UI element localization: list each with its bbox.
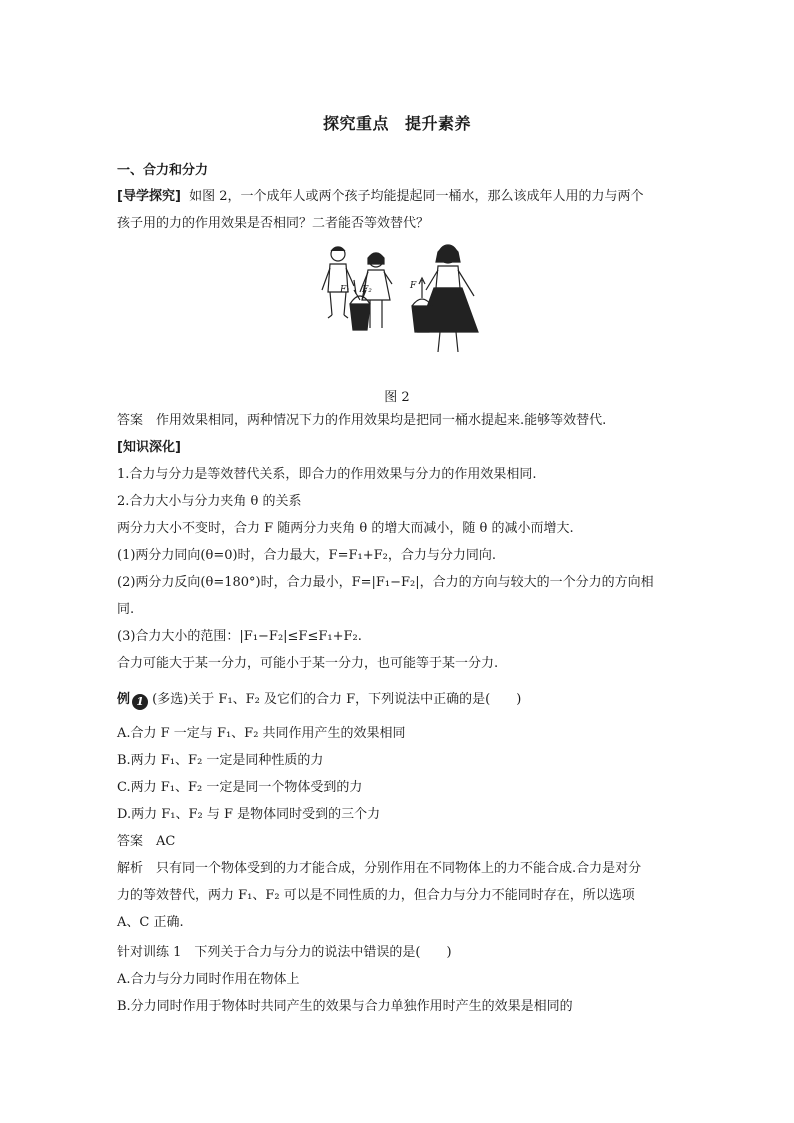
- page-title: [0, 111, 794, 134]
- label-f2: F₂: [362, 285, 372, 295]
- guide-text1: 如图 2，一个成年人或两个孩子均能提起同一桶水，那么该成年人用的力与两个: [189, 189, 644, 204]
- example-1-option-b: B.两力 F₁、F₂ 一定是同种性质的力: [117, 753, 324, 768]
- knowledge-item2-note: 合力可能大于某一分力，可能小于某一分力，也可能等于某一分力.: [117, 656, 499, 671]
- knowledge-item2-p2b: 同.: [117, 602, 135, 617]
- answer-1: 答案 作用效果相同，两种情况下力的作用效果均是把同一桶水提起来.能够等效替代.: [117, 413, 607, 428]
- example-1-option-d: D.两力 F₁、F₂ 与 F 是物体同时受到的三个力: [117, 807, 381, 822]
- example-1-analysis-line2: 力的等效替代，两力 F₁、F₂ 可以是不同性质的力，但合力与分力不能同时存在，所以选项: [117, 888, 635, 903]
- knowledge-item2-p1: (1)两分力同向(θ=0)时，合力最大，F=F₁+F₂，合力与分力同向.: [117, 548, 496, 563]
- knowledge-item1: 1.合力与分力是等效替代关系，即合力的作用效果与分力的作用效果相同.: [117, 467, 537, 482]
- example-number-badge: 1: [132, 694, 148, 710]
- title-part2: 提升素养: [405, 114, 472, 133]
- example-1-question: [117, 692, 682, 710]
- practice-1-option-a: A.合力与分力同时作用在物体上: [117, 972, 300, 987]
- figure-illustration: [310, 240, 490, 360]
- adult-woman-figure: [418, 245, 478, 352]
- example-1-option-a: A.合力 F 一定与 F₁、F₂ 共同作用产生的效果相同: [117, 726, 406, 741]
- guide-line1: [117, 189, 682, 205]
- guide-line2: 孩子用的力的作用效果是否相同？二者能否等效替代？: [117, 216, 430, 231]
- example-label: 例: [117, 692, 131, 707]
- knowledge-item2-p3: (3)合力大小的范围：|F₁−F₂|≤F≤F₁+F₂.: [117, 629, 362, 644]
- example-question-text: (多选)关于 F₁、F₂ 及它们的合力 F，下列说法中正确的是( ): [152, 692, 522, 707]
- section-heading: 一、合力和分力: [117, 163, 209, 178]
- example-1-analysis-line3: A、C 正确.: [117, 915, 184, 930]
- knowledge-item2: 2.合力大小与分力夹角 θ 的关系: [117, 494, 302, 509]
- knowledge-tag: [知识深化]: [117, 440, 181, 455]
- practice-1-question: 针对训练 1 下列关于合力与分力的说法中错误的是( ): [117, 945, 452, 960]
- guide-tag: [导学探究]: [117, 189, 181, 204]
- example-1-analysis-line1: 解析 只有同一个物体受到的力才能合成，分别作用在不同物体上的力不能合成.合力是对分: [117, 861, 642, 876]
- label-f1: F₁: [340, 285, 350, 295]
- knowledge-item2-p2a: (2)两分力反向(θ=180°)时，合力最小，F=|F₁−F₂|，合力的方向与较大的一个分力的方向相: [117, 575, 654, 590]
- example-1-option-c: C.两力 F₁、F₂ 一定是同一个物体受到的力: [117, 780, 363, 795]
- figure-caption: 图 2: [384, 390, 410, 405]
- example-1-answer: 答案 AC: [117, 834, 176, 849]
- label-f: F: [410, 281, 417, 291]
- knowledge-item2-desc: 两分力大小不变时，合力 F 随两分力夹角 θ 的增大而减小，随 θ 的减小而增大.: [117, 521, 574, 536]
- child-boy-figure: [322, 247, 354, 318]
- practice-1-option-b: B.分力同时作用于物体时共同产生的效果与合力单独作用时产生的效果是相同的: [117, 999, 573, 1014]
- title-part1: 探究重点: [322, 114, 389, 133]
